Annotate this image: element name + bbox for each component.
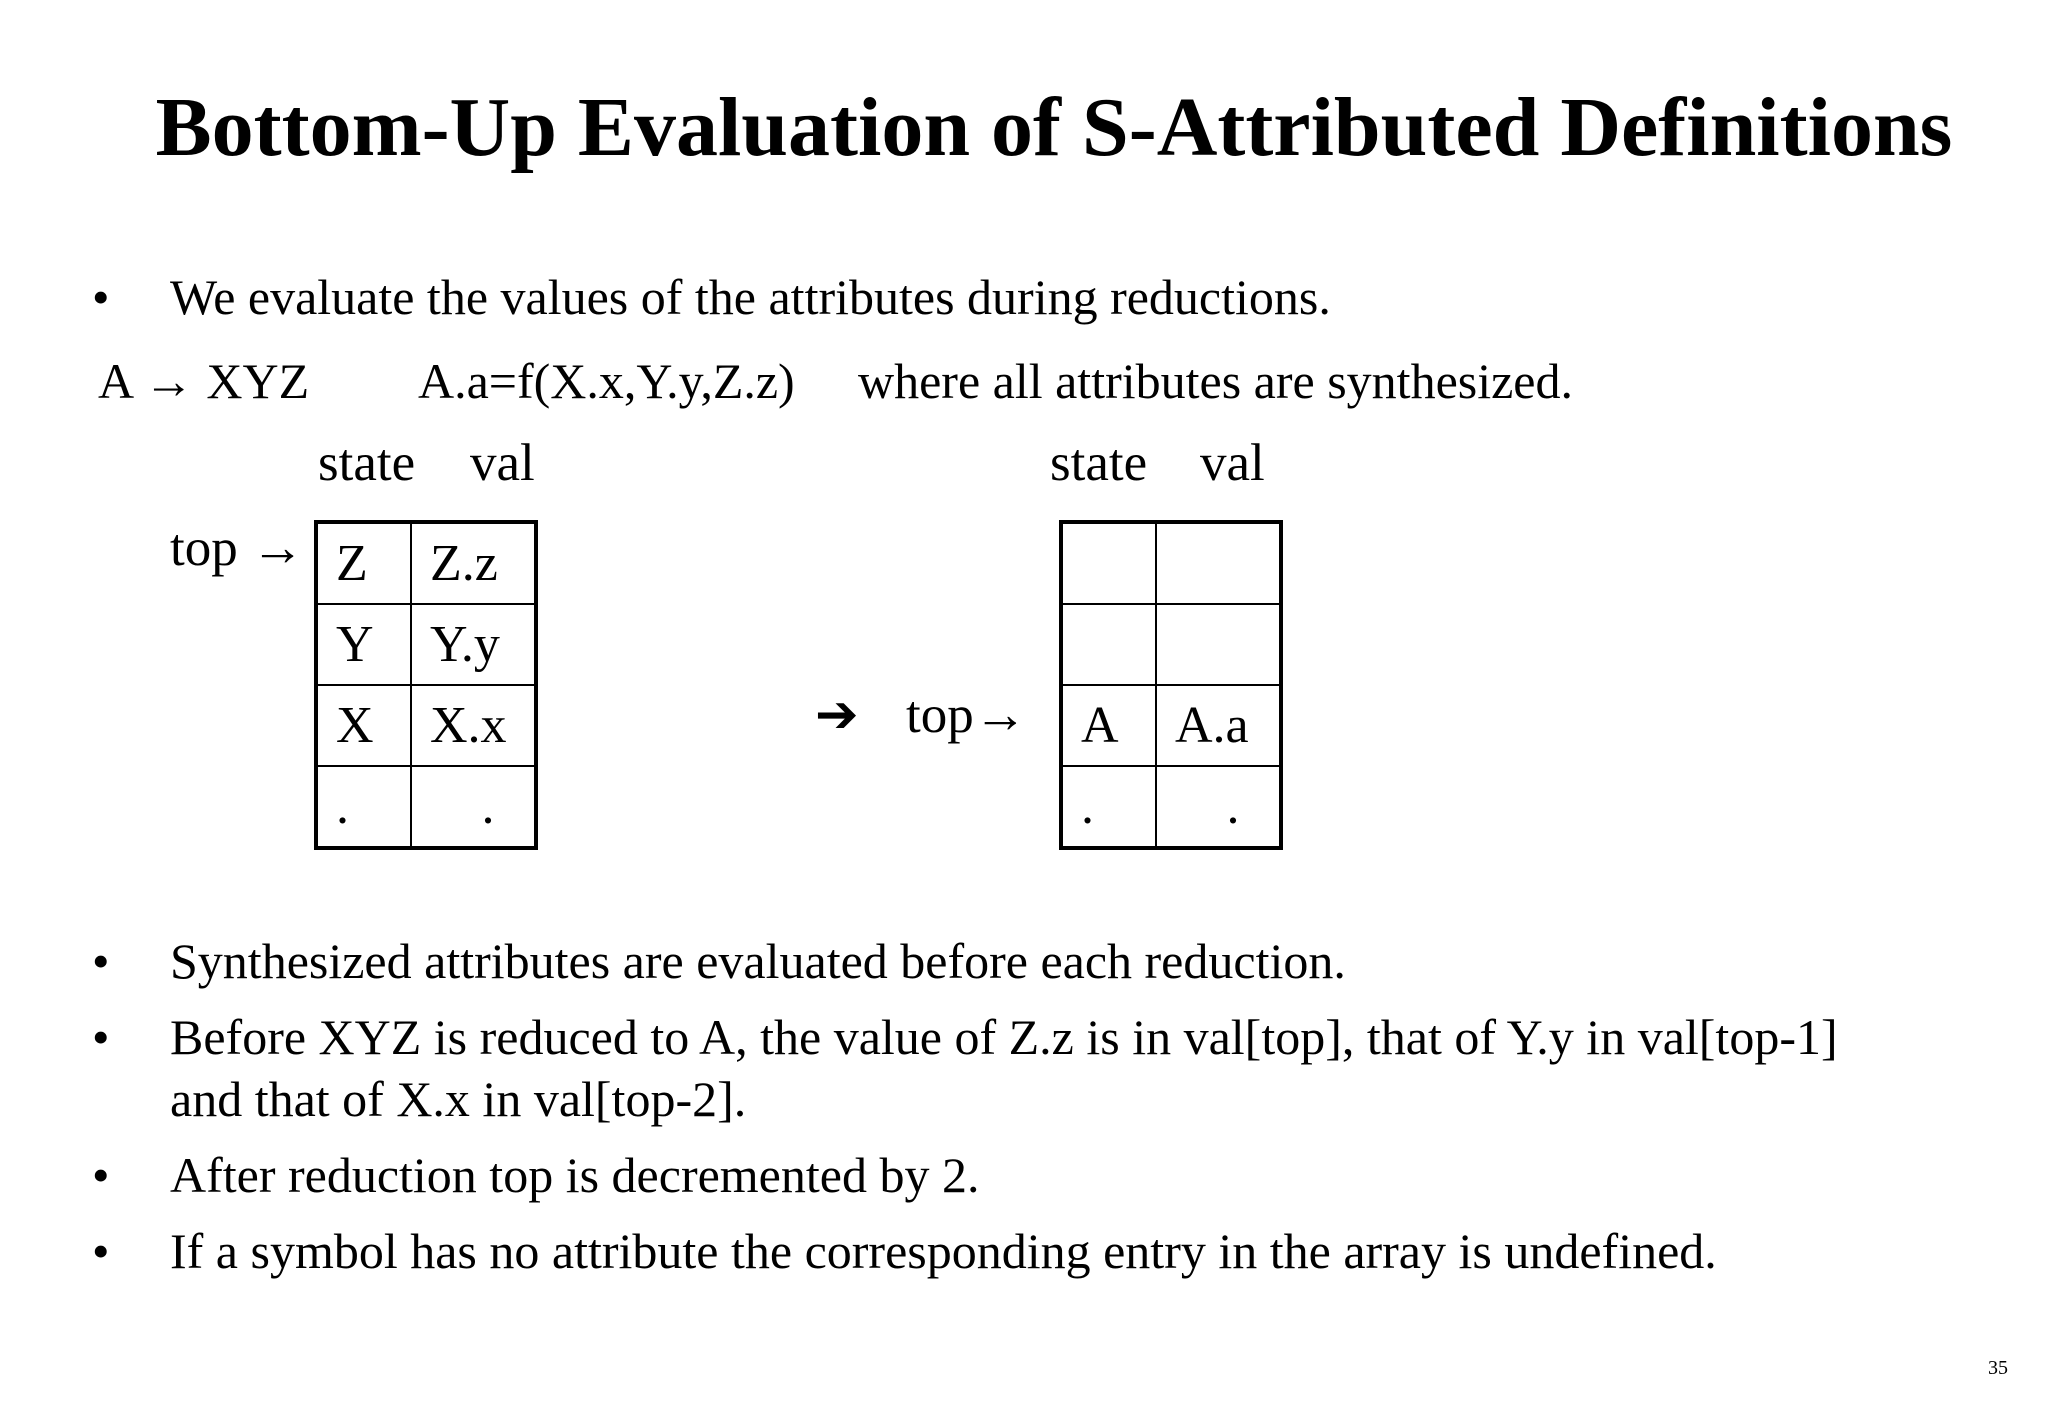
stack-after-table [1059, 520, 1283, 850]
transition-arrow-icon: ➔ [815, 685, 859, 745]
stack-after-val-header: val [1200, 434, 1265, 492]
bullet-text: Synthesized attributes are evaluated before each reduction. [170, 933, 1346, 989]
stack-before-state-header: state [318, 434, 416, 492]
state-cell: . [316, 766, 411, 848]
bullet-symbol: • [92, 933, 110, 989]
bullet-text: If a symbol has no attribute the corresponding entry in the array is undefined. [170, 1223, 1717, 1279]
slide-title: Bottom-Up Evaluation of S-Attributed Definitions [155, 81, 1953, 174]
bullet-symbol: • [92, 1223, 110, 1279]
production: A → XYZ [98, 353, 310, 409]
table-row [316, 685, 536, 766]
table-row [1061, 604, 1281, 685]
val-cell: . [411, 766, 536, 848]
val-cell: Y.y [411, 604, 536, 685]
stack-before-top-pointer: top → [170, 519, 304, 577]
val-cell: X.x [411, 685, 536, 766]
bullet-text: After reduction top is decremented by 2. [170, 1147, 980, 1203]
bullet-symbol: • [92, 1147, 110, 1203]
bullet-symbol: • [92, 1009, 110, 1065]
table-row [316, 604, 536, 685]
stack-before-val-header: val [470, 434, 535, 492]
stack-after-state-header: state [1050, 434, 1148, 492]
table-row [1061, 766, 1281, 848]
val-cell: Z.z [411, 522, 536, 604]
stack-after-top-pointer: top→ [906, 686, 1027, 744]
table-row [1061, 685, 1281, 766]
state-cell [1061, 522, 1156, 604]
val-cell: . [1156, 766, 1281, 848]
state-cell: A [1061, 685, 1156, 766]
table-row [316, 522, 536, 604]
table-row [316, 766, 536, 848]
synthesized-note: where all attributes are synthesized. [858, 353, 1573, 409]
state-cell [1061, 604, 1156, 685]
state-cell: X [316, 685, 411, 766]
page-number: 35 [1988, 1357, 2008, 1379]
bullet-text: and that of X.x in val[top-2]. [170, 1071, 747, 1127]
bullet-text: Before XYZ is reduced to A, the value of Z.z is in val[top], that of Y.y in val[top-1] [170, 1009, 1838, 1065]
state-cell: Y [316, 604, 411, 685]
val-cell: A.a [1156, 685, 1281, 766]
val-cell [1156, 604, 1281, 685]
stack-before-table [314, 520, 538, 850]
state-cell: . [1061, 766, 1156, 848]
state-cell: Z [316, 522, 411, 604]
table-row [1061, 522, 1281, 604]
bullet-symbol: • [92, 269, 110, 325]
intro-bullet-text: We evaluate the values of the attributes during reductions. [170, 269, 1331, 325]
val-cell [1156, 522, 1281, 604]
semantic-rule: A.a=f(X.x,Y.y,Z.z) [418, 353, 795, 409]
